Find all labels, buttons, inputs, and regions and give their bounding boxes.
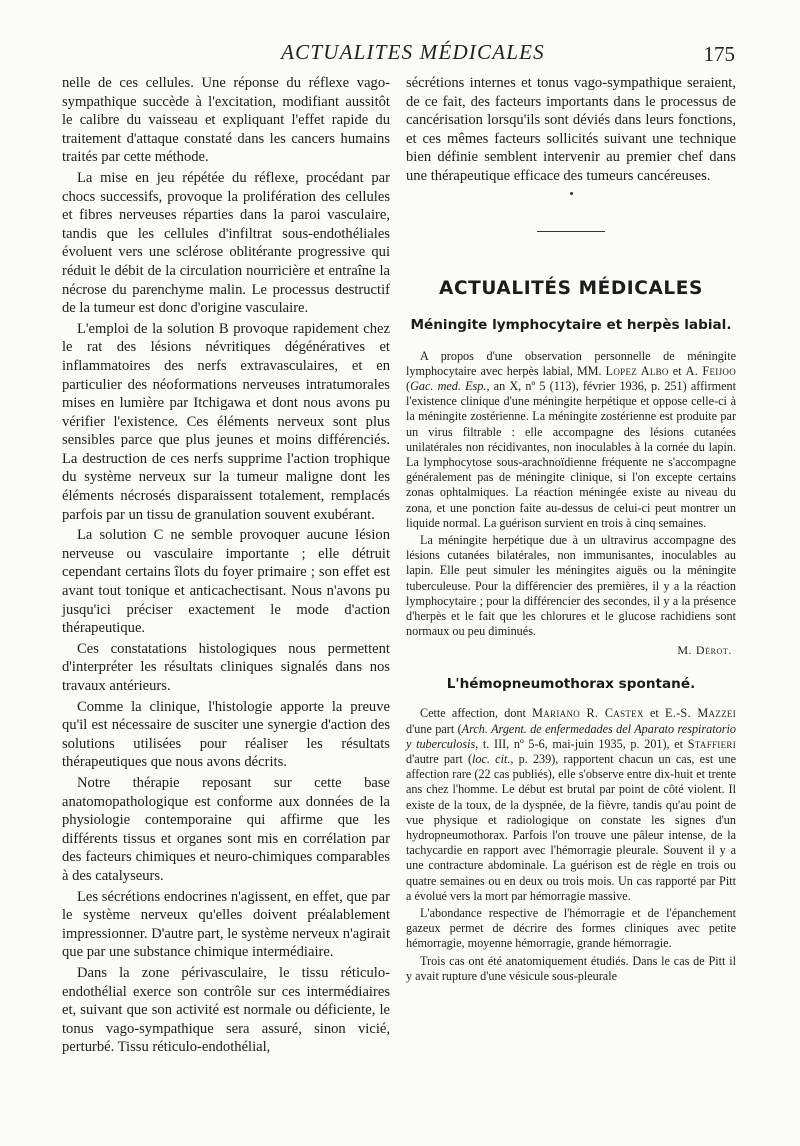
paragraph: La méningite herpétique due à un ultravirus accompagne des lésions cutanées bilatérales, non immunisantes, inoculables au lapin. Elle peut simuler les méningites aiguës ou la méningite tuberculeuse. Pour la différencier des premières, il y a la réaction lymphocytaire ; pour la différencier des secondes, il y a la présence d'herpès et le fait que les chlorures et le glucose rachidiens sont normaux ou peu diminués. [406,533,736,639]
text-run: et [643,706,665,721]
journal-citation: Gac. med. Esp. [410,378,487,393]
text-run: , an X, nº 5 (113), février 1936, p. 251) affirment l'existence clinique d'une méningite herpétique et oppose celle-ci à la méningite zostérienne. La méningite zostérienne est produite par un virus filtrable : elle accompagne des lésions cutanées unilatérales non récidivantes, non inoculables à la cornée du lapin. La lymphocytose sous-arachnoïdienne fréquente ne s'accompagne généralement pas de méningite clinique, si l'on excepte certains zonas ophtalmiques. La réaction méningée existe au niveau du zona, et une ponction faite au-dessus de celui-ci peut montrer un liquide normal. La guérison survient en trois à cinq semaines. [406,378,736,530]
author-name: Staffieri [687,736,736,751]
author-name: A. Feijoo [685,363,736,378]
author-name: Mariano R. Castex [532,706,644,721]
text-run: , t. III, nº 5-6, mai-juin 1935, p. 201), et [475,736,688,751]
paragraph: Notre thérapie reposant sur cette base anatomopathologique est conforme aux données de la physiologie contemporaine qui affirme que les différents tissus et organes sont mis en corrélation par des facteurs chimiques et neuro-chimiques comparables à des catalyseurs. [62,774,390,884]
author-name: Lopez Albo [605,363,669,378]
paragraph: Ces constatations histologiques nous permettent d'interpréter les résultats cliniques signalés dans nos travaux antérieurs. [62,640,390,694]
article-title: Méningite lymphocytaire et herpès labial. [410,316,732,333]
text-run: d'une part ( [406,721,462,736]
paragraph: sécrétions internes et tonus vago-sympathique seraient, de ce fait, des facteurs importants dans le processus de cancérisation lorsqu'ils sont déviés dans leurs fonctions, et ces mêmes facteurs sollicités suivant une technique bien définie semblent intervenir au premier chef dans une thérapeutique efficace des tumeurs cancéreuses. [406,75,736,184]
text-run: A propos d'une observation personnelle de méningite lymphocytaire avec herpès labial, MM. [406,348,736,378]
author-name: E.-S. Mazzei [664,706,736,721]
paragraph: La mise en jeu répétée du réflexe, procédant par chocs successifs, provoque la prolifération des cellules et fibres nerveuses réparties dans la paroi vasculaire, tandis que les cellules d'infiltrat sous-endothéliales évoluent vers une sclérose oblitérante progressive qui réduit le débit de la circulation nourricière et entraîne la nécrose du parenchyme malin. Le processus destructif de la tumeur est donc d'origine vasculaire. [62,169,390,317]
paragraph: L'emploi de la solution B provoque rapidement chez le rat des lésions névritiques dégénératives et inflammatoires des nerfs extravasculaires, et en particulier des néoformations nerveuses intratumorales mises en lumière par Itchigawa et dont nous avons pu vérifier l'existence. Ces éléments nerveux sont plus sensibles parce que plus jeunes et moins différenciés. La destruction de ces nerfs supprime l'action trophique du système nerveux sur la tumeur maligne dont les éléments nécrosés disparaissent totalement, remplacés parfois par un tissu de granulation souvent exubérant. [62,320,390,523]
article-body [406,706,736,984]
page-number: 175 [703,42,735,66]
right-column [406,74,736,984]
paragraph: La solution C ne semble provoquer aucune lésion nerveuse ou vasculaire importante ; elle détruit cependant certains îlots du foyer primaire ; son effet est avant tout tonique et anticachectisant. Nous n'avons pu jusqu'ici préciser exactement le mode d'action thérapeutique. [62,527,390,637]
text-run: Cette affection, dont [420,706,533,721]
left-column [62,74,390,1057]
paragraph: Dans la zone périvasculaire, le tissu réticulo-endothélial exerce son contrôle sur ces intermédiaires et, suivant que son activité est normale ou déficiente, le tonus vago-sympathique sera assuré, sinon vicié, perturbé. Tissu réticulo-endothélial, [62,964,390,1056]
paragraph: L'abondance respective de l'hémorragie et de l'épanchement gazeux permet de décrire des formes cliniques avec petite hémorragie, moyenne hémorragie, grande hémorragie. [406,906,736,951]
text-run: ( [406,378,411,393]
running-head: ACTUALITES MÉDICALES [281,40,545,64]
paragraph: nelle de ces cellules. Une réponse du réflexe vago-sympathique succède à l'excitation, modifiant aussitôt le calibre du vaisseau et expliquant l'effet rapide du traitement d'attaque constaté dans les cancers humains traités par cette méthode. [62,75,390,166]
journal-citation: loc. cit. [472,752,511,767]
article-title: L'hémopneumothorax spontané. [446,676,696,693]
paragraph: Les sécrétions endocrines n'agissent, en effet, que par le système nerveux qu'elles doivent préalablement impressionner. D'autre part, le système nerveux n'agirait que par une substance chimique intermédiaire. [62,888,390,961]
section-title: ACTUALITÉS MÉDICALES [439,277,703,299]
text-run: , p. 239), rapportent chacun un cas, est une affection rare (22 cas publiés), elle s'observe entre dix-huit et trente ans chez l'homme. Le début est brutal par point de côté violent. Il existe de la toux, de la dyspnée, de la fièvre, tandis qu'au point de vue physique et radiologique on constate les signes d'un hydropneumothorax. Parfois l'on trouve une pâleur intense, de la tachycardie en rapport avec l'hémorragie pleurale. Souvent il y a une contracture abdominale. La guérison est de règle en trois ou quatre semaines ou en deux ou trois mois. Un cas rapporté par Pitt a évolué vers la mort par hémorragie massive. [406,752,736,903]
paragraph: Comme la clinique, l'histologie apporte la preuve qu'il est nécessaire de susciter une synergie d'action des solutions utilisées pour réaliser les résultats thérapeutiques que nous avons décrits. [62,698,390,771]
decorative-dot [570,192,573,195]
paragraph: Trois cas ont été anatomiquement étudiés. Dans le cas de Pitt il y avait rupture d'une vésicule sous-pleurale [406,953,736,983]
text-run: d'autre part ( [406,752,473,767]
divider-rule [537,231,605,232]
article-body [406,349,736,640]
journal-citation: Arch. Argent. de enfermedades del Aparato respiratorio y tuberculosis [406,721,736,751]
paragraph [406,706,736,904]
author-signature: M. Dérot. [677,643,732,658]
text-run: et [668,363,686,378]
paragraph [406,349,736,531]
